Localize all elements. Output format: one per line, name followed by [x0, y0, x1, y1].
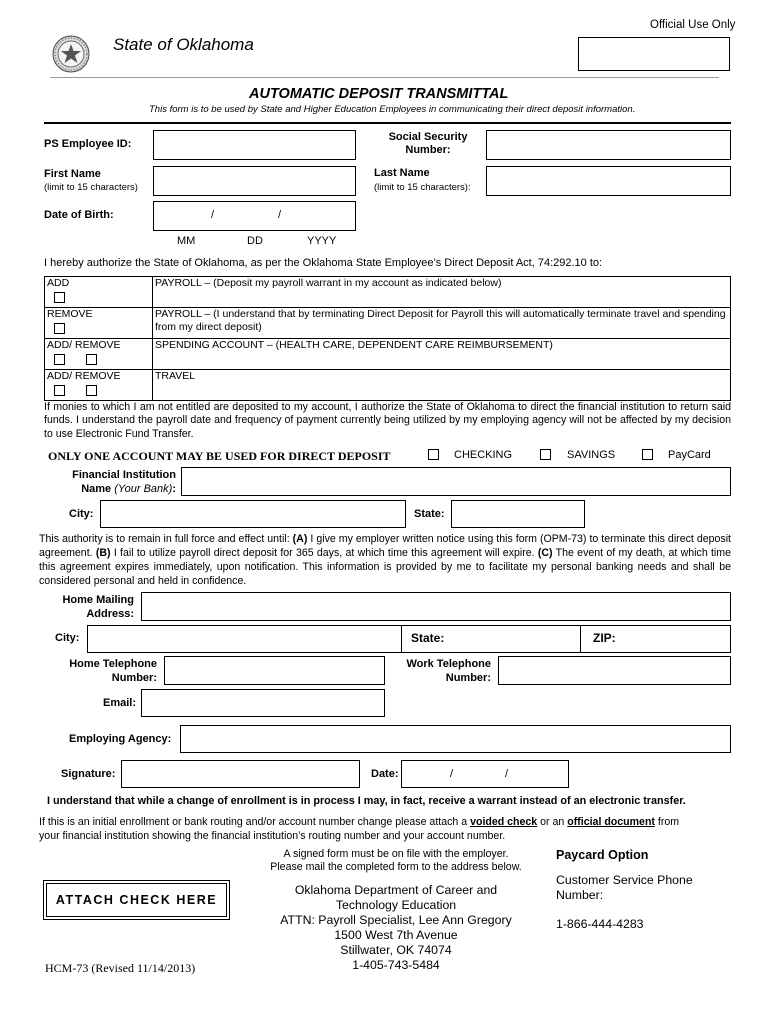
signature-label: Signature: [61, 768, 116, 780]
terms-part1: This authority is to remain in full force and effect until: [39, 533, 293, 545]
auth-description: SPENDING ACCOUNT – (HEALTH CARE, DEPENDENT CARE REIMBURSEMENT) [155, 339, 553, 351]
employing-agency-field[interactable] [180, 725, 731, 753]
home-address-field[interactable] [141, 592, 731, 621]
home-address-label-line2: Address: [86, 608, 134, 620]
address-line: Technology Education [335, 898, 457, 912]
attach-check-box [43, 880, 230, 920]
ssn-field[interactable] [486, 130, 731, 160]
terms-b: (B) [95, 547, 111, 559]
first-name-hint: (limit to 15 characters) [44, 182, 138, 193]
work-phone-label [390, 657, 491, 685]
paycard-service-label [556, 873, 693, 903]
home-phone-field[interactable] [164, 656, 385, 685]
dob-mm-label: MM [177, 235, 196, 247]
last-name-hint: (limit to 15 characters): [374, 182, 471, 193]
auth-row-remove-payroll [45, 308, 731, 339]
date-separator-2: / [505, 768, 509, 780]
ssn-label-line2: Number: [405, 144, 451, 156]
fi-label-colon: : [172, 483, 176, 495]
auth-description: TRAVEL [155, 370, 196, 382]
work-phone-label-line1: Work Telephone [406, 658, 491, 670]
home-phone-label-line2: Number: [111, 672, 157, 684]
auth-description: PAYROLL – (I understand that by terminating Direct Deposit for Payroll this will automatically terminate travel and spending from my direct deposit) [155, 308, 726, 333]
auth-row-spending-account [45, 339, 731, 370]
mailing-address [248, 883, 544, 973]
financial-institution-label [50, 468, 176, 496]
email-label: Email: [103, 697, 137, 709]
employing-agency-label: Employing Agency: [69, 733, 172, 745]
paycard-phone: 1-866-444-4283 [556, 917, 644, 931]
dob-dd-label: DD [247, 235, 263, 247]
signature-field[interactable] [121, 760, 360, 788]
auth-action: ADD [47, 277, 70, 289]
add-spending-checkbox[interactable] [54, 354, 65, 365]
terms-a: (A) [292, 533, 308, 545]
fi-label-your-bank: (Your Bank) [114, 483, 173, 495]
ssn-label [369, 131, 487, 157]
email-field[interactable] [141, 689, 385, 717]
paycard-option-title: Paycard Option [556, 848, 649, 862]
dob-separator-2: / [278, 209, 282, 221]
header-divider [50, 77, 719, 78]
city-state-divider [401, 625, 402, 653]
auth-action: ADD/ REMOVE [47, 370, 121, 382]
state-name: State of Oklahoma [113, 35, 254, 54]
terms-c: (C) [537, 547, 553, 559]
fi-label-line2 [50, 482, 176, 496]
last-name-field[interactable] [486, 166, 731, 196]
paycard-service-line1: Customer Service Phone [556, 873, 693, 887]
voided-check-text: voided check [470, 816, 538, 828]
disclaimer-text: If monies to which I am not entitled are deposited to my account, I authorize the State of Oklahoma to direct the financial institution to return said funds. I understand the payroll date and frequency of payment currently being utilized by my employing agency will not be affected by my decision to use Electronic Fund Transfer. [44, 401, 731, 440]
initial-notice-part3: your financial institution showing the financial institution’s routing number and your account number. [39, 830, 506, 842]
address-line: 1-405-743-5484 [352, 958, 440, 972]
savings-label: SAVINGS [567, 449, 616, 461]
date-separator-1: / [450, 768, 454, 780]
ps-employee-id-label: PS Employee ID: [44, 138, 132, 150]
remove-spending-checkbox[interactable] [86, 354, 97, 365]
dob-yyyy-label: YYYY [307, 235, 337, 247]
paycard-checkbox[interactable] [642, 449, 653, 460]
home-address-label [50, 593, 134, 621]
official-use-label: Official Use Only [650, 19, 736, 31]
one-account-notice: ONLY ONE ACCOUNT MAY BE USED FOR DIRECT DEPOSIT [48, 449, 391, 463]
terms-part2: I give my employer written notice using this form (OPM-73) to terminate this direct deposit agreement. [39, 533, 731, 559]
financial-institution-field[interactable] [181, 467, 731, 496]
savings-checkbox[interactable] [540, 449, 551, 460]
add-payroll-checkbox[interactable] [54, 292, 65, 303]
address-line: 1500 West 7th Avenue [334, 928, 458, 942]
home-city-field[interactable] [87, 625, 731, 653]
bank-city-field[interactable] [100, 500, 406, 528]
checking-label: CHECKING [454, 449, 513, 461]
official-use-box [578, 37, 730, 71]
first-name-label: First Name [44, 168, 101, 180]
official-document-text: official document [567, 816, 655, 828]
auth-action: REMOVE [47, 308, 93, 320]
bank-state-field[interactable] [451, 500, 585, 528]
initial-notice-part2: from [654, 816, 680, 828]
form-subtitle: This form is to be used by State and Higher Education Employees in communicating their direct deposit information. [149, 104, 636, 115]
remove-travel-checkbox[interactable] [86, 385, 97, 396]
form-title: AUTOMATIC DEPOSIT TRANSMITTAL [249, 86, 509, 102]
signed-form-notice [248, 848, 544, 874]
first-name-field[interactable] [153, 166, 356, 196]
auth-row-travel [45, 370, 731, 401]
home-city-label: City: [55, 632, 80, 644]
address-line: Stillwater, OK 74074 [340, 943, 452, 957]
terms-part3: I fail to utilize payroll direct deposit for 365 days, at which time this agreement will expire. [110, 547, 538, 559]
signed-form-line1: A signed form must be on file with the employer. [283, 848, 509, 860]
home-address-label-line1: Home Mailing [62, 594, 134, 606]
state-seal-icon [52, 35, 90, 73]
dob-separator-1: / [211, 209, 215, 221]
fi-label-name: Name [81, 483, 115, 495]
auth-row-add-payroll [45, 277, 731, 308]
initial-notice-or: or an [537, 816, 568, 828]
authorization-table [44, 276, 731, 401]
form-number: HCM-73 (Revised 11/14/2013) [45, 961, 196, 975]
enrollment-warning: I understand that while a change of enrollment is in process I may, in fact, receive a warrant instead of an electronic transfer. [47, 795, 686, 807]
authorization-intro: I hereby authorize the State of Oklahoma, as per the Oklahoma State Employee’s Direct Deposit Act, 74:292.10 to: [44, 257, 603, 269]
checking-checkbox[interactable] [428, 449, 439, 460]
home-phone-label-line1: Home Telephone [69, 658, 157, 670]
home-phone-label [50, 657, 157, 685]
address-line: Oklahoma Department of Career and [294, 883, 498, 897]
initial-notice-part1: If this is an initial enrollment or bank routing and/or account number change please attach a [39, 816, 471, 828]
bank-city-label: City: [69, 508, 94, 520]
signature-date-field[interactable] [401, 760, 569, 788]
zip-label: ZIP: [593, 631, 616, 645]
auth-description: PAYROLL – (Deposit my payroll warrant in my account as indicated below) [155, 277, 502, 289]
dob-label: Date of Birth: [44, 209, 114, 221]
last-name-label: Last Name [374, 167, 430, 179]
terms-text [39, 532, 731, 588]
attach-check-text: ATTACH CHECK HERE [55, 893, 218, 907]
remove-payroll-checkbox[interactable] [54, 323, 65, 334]
state-zip-divider [580, 625, 581, 653]
initial-enrollment-notice [39, 815, 739, 843]
work-phone-field[interactable] [498, 656, 731, 685]
add-travel-checkbox[interactable] [54, 385, 65, 396]
paycard-label: PayCard [668, 449, 711, 461]
address-line: ATTN: Payroll Specialist, Lee Ann Gregory [280, 913, 512, 927]
work-phone-label-line2: Number: [445, 672, 491, 684]
auth-action: ADD/ REMOVE [47, 339, 121, 351]
fi-label-line1: Financial Institution [72, 469, 176, 481]
date-label: Date: [371, 768, 399, 780]
home-state-label: State: [411, 631, 445, 645]
paycard-service-line2: Number: [556, 888, 604, 902]
ps-employee-id-field[interactable] [153, 130, 356, 160]
terms-part4: The event of my death, at which time this agreement expires immediately, upon notification. This information is provided by me to facilitate my personal banking needs and shall be considered personal and held in confidence. [39, 547, 731, 587]
dob-field[interactable] [153, 201, 356, 231]
subtitle-divider [44, 122, 731, 124]
ssn-label-line1: Social Security [388, 131, 468, 143]
signed-form-line2: Please mail the completed form to the address below. [270, 861, 522, 873]
bank-state-label: State: [414, 508, 445, 520]
